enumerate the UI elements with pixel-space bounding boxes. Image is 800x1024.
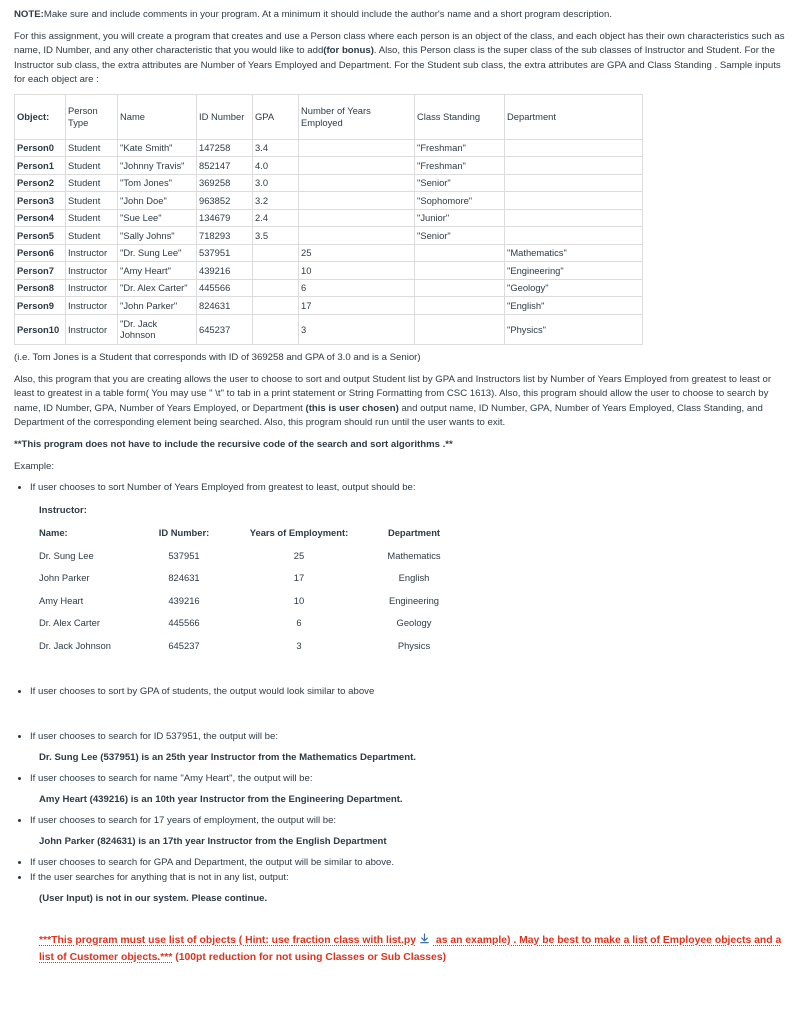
table-header-cell: Object: [15, 94, 66, 139]
instructor-cell: 17 [293, 572, 305, 584]
instructor-cell: Dr. Alex Carter [39, 617, 100, 629]
table-cell: 6 [299, 279, 415, 297]
table-cell: "Physics" [505, 314, 643, 344]
instructor-header-cell: Name: [39, 527, 68, 539]
table-cell [253, 297, 299, 315]
table-cell: Person10 [15, 314, 66, 344]
table-row [15, 297, 643, 315]
intro-text-2: . Also, this Person class is the super class of the sub classes of Instructor and Student. For the Instructor sub class, the extra attributes are Number of Years Employed and Department. For the Student sub class, the extra attributes are GPA and Class Standing . Sample inputs for each object are : [14, 45, 781, 86]
table-cell: "Freshman" [415, 157, 505, 175]
instructor-cell: 439216 [168, 594, 200, 606]
instructor-cell: 25 [293, 549, 305, 561]
instructor-header-cell: ID Number: [158, 527, 210, 539]
table-cell: Instructor [66, 279, 118, 297]
table-cell: Student [66, 209, 118, 227]
table-row [15, 192, 643, 210]
table-cell [299, 157, 415, 175]
search-bullet-list-3 [14, 814, 786, 829]
table-cell: "Kate Smith" [118, 139, 197, 157]
final-requirement [39, 932, 786, 966]
table-cell: Instructor [66, 297, 118, 315]
note-paragraph [14, 8, 786, 23]
search-output-years: John Parker (824631) is an 17th year Instructor from the English Department [39, 835, 387, 847]
table-cell: 718293 [197, 227, 253, 245]
table-cell: "Mathematics" [505, 244, 643, 262]
table-cell [253, 279, 299, 297]
instructor-header-cell: Years of Employment: [249, 527, 349, 539]
table-cell: 3.5 [253, 227, 299, 245]
table-cell: 3.2 [253, 192, 299, 210]
table-cell [253, 244, 299, 262]
table-cell [415, 279, 505, 297]
table-row [15, 174, 643, 192]
note-label: NOTE: [14, 9, 44, 20]
instructor-cell: John Parker [39, 572, 90, 584]
table-cell [505, 192, 643, 210]
table-cell [415, 244, 505, 262]
table-cell [505, 227, 643, 245]
table-row [15, 314, 643, 344]
table-cell: "Geology" [505, 279, 643, 297]
table-cell: "Dr. Alex Carter" [118, 279, 197, 297]
instructor-output-title: Instructor: [39, 504, 87, 516]
table-cell: "Sue Lee" [118, 209, 197, 227]
note-text: Make sure and include comments in your program. At a minimum it should include the author's name and a short program description. [43, 9, 613, 20]
bullet-not-in-list: • If the user searches for anything that is not in any list, output: [30, 871, 786, 886]
table-cell: "Dr. Jack Johnson [118, 314, 197, 344]
table-header-cell: GPA [253, 94, 299, 139]
search-output-name: Amy Heart (439216) is an 10th year Instructor from the Engineering Department. [39, 793, 403, 805]
table-cell: Person6 [15, 244, 66, 262]
instructor-output-table [39, 526, 454, 661]
search-output-id: Dr. Sung Lee (537951) is an 25th year Instructor from the Mathematics Department. [39, 751, 416, 763]
misc-bullet-list [14, 856, 786, 885]
bullet-search-years: • If user chooses to search for 17 years of employment, the output will be: [30, 814, 786, 829]
final-text-2: as an example) . May be best to make a list of Employee objects and a list of Customer objects.*** [39, 935, 782, 964]
table-cell: Student [66, 227, 118, 245]
table-cell: 2.4 [253, 209, 299, 227]
instructor-row [39, 639, 454, 662]
final-text-3: (100pt reduction for not using Classes or Sub Classes) [172, 952, 447, 964]
gpa-bullet-list [14, 685, 786, 700]
table-cell: Person2 [15, 174, 66, 192]
instructor-row [39, 571, 454, 594]
table-cell: "John Parker" [118, 297, 197, 315]
final-text-1: ***This program must use list of objects ( Hint: use [39, 935, 293, 947]
table-cell: 10 [299, 262, 415, 280]
table-cell [505, 209, 643, 227]
table-header-cell: Person Type [66, 94, 118, 139]
table-cell [415, 297, 505, 315]
table-cell [505, 139, 643, 157]
bullet-gpa-department: • If user chooses to search for GPA and Department, the output will be similar to above. [30, 856, 786, 871]
table-cell: Instructor [66, 314, 118, 344]
table-cell: Person5 [15, 227, 66, 245]
table-cell: 3.0 [253, 174, 299, 192]
table-row [15, 244, 643, 262]
instructor-cell: Engineering [388, 594, 440, 606]
instructor-cell: Mathematics [387, 549, 441, 561]
bullet-search-id: • If user chooses to search for ID 537951, the output will be: [30, 730, 786, 745]
not-in-system-output: (User Input) is not in our system. Please continue. [39, 892, 268, 904]
table-cell: 3 [299, 314, 415, 344]
bullet-sort-gpa: • If user chooses to sort by GPA of students, the output would look similar to above [30, 685, 786, 700]
bullet-sort-years: • If user chooses to sort Number of Years Employed from greatest to least, output should be: [30, 481, 786, 496]
table-cell: Person1 [15, 157, 66, 175]
instructor-row [39, 594, 454, 617]
requirements-text-1: Also, this program that you are creating allows the user to choose to sort and output Student list by GPA and Instructors list by Number of Years Employed from greatest to least or least to greatest in a table form( You may use " \t" to tab in a print statement or String Formatting from CSC 1613). Also, this program should allow the user to choose to search by name, ID Number, GPA, Number of Years Employed, or Department [14, 373, 772, 414]
instructor-header-cell: Department [387, 527, 441, 539]
table-cell [299, 174, 415, 192]
table-header-cell: Class Standing [415, 94, 505, 139]
bonus-text: (for bonus) [323, 45, 374, 57]
instructor-cell: 3 [296, 639, 302, 651]
user-chosen-text: (this is user chosen) [305, 402, 399, 414]
intro-text-1: For this assignment, you will create a program that creates and use a Person class where each person is an object of the class, and each object has their own characteristics such as name, ID Number, and any other characteristic that you would like to add [14, 30, 785, 57]
table-cell [299, 209, 415, 227]
table-cell: "Amy Heart" [118, 262, 197, 280]
instructor-cell: 645237 [168, 639, 200, 651]
instructor-header-row [39, 526, 454, 549]
table-cell: Student [66, 157, 118, 175]
table-cell: "Johnny Travis" [118, 157, 197, 175]
table-cell: 25 [299, 244, 415, 262]
table-cell: "John Doe" [118, 192, 197, 210]
table-cell [299, 139, 415, 157]
instructor-cell: Dr. Jack Johnson [39, 639, 111, 651]
requirements-text-2: and output name, ID Number, GPA, Number of Years Employed, Class Standing, and Department of the corresponding element being searched. Also, this program should run until the user wants to exit. [14, 402, 763, 429]
table-cell: 445566 [197, 279, 253, 297]
table-cell [415, 262, 505, 280]
table-cell: Person4 [15, 209, 66, 227]
instructor-cell: 6 [296, 617, 302, 629]
instructor-row [39, 549, 454, 572]
download-icon[interactable] [419, 933, 430, 944]
table-row [15, 227, 643, 245]
table-cell [299, 227, 415, 245]
table-row [15, 139, 643, 157]
table-cell: 147258 [197, 139, 253, 157]
table-cell: "Dr. Sung Lee" [118, 244, 197, 262]
table-cell: 134679 [197, 209, 253, 227]
table-row [15, 262, 643, 280]
fraction-class-link[interactable]: fraction class with list.py [292, 935, 417, 947]
table-header-cell: ID Number [197, 94, 253, 139]
search-bullet-list [14, 730, 786, 745]
instructor-cell: Amy Heart [39, 594, 84, 606]
table-cell: "Freshman" [415, 139, 505, 157]
table-cell: "Engineering" [505, 262, 643, 280]
instructor-cell: 10 [293, 594, 305, 606]
instructor-cell: 824631 [168, 572, 200, 584]
table-cell: 824631 [197, 297, 253, 315]
table-cell: Person8 [15, 279, 66, 297]
table-cell: "Senior" [415, 174, 505, 192]
intro-paragraph [14, 30, 786, 88]
sort-bullet-list [14, 481, 786, 496]
instructor-row [39, 616, 454, 639]
table-header-row [15, 94, 643, 139]
table-cell: 3.4 [253, 139, 299, 157]
instructor-cell: 537951 [168, 549, 200, 561]
table-cell [299, 192, 415, 210]
table-cell: Instructor [66, 244, 118, 262]
table-cell: 4.0 [253, 157, 299, 175]
table-header-cell: Number of Years Employed [299, 94, 415, 139]
table-cell: 645237 [197, 314, 253, 344]
table-cell: "Senior" [415, 227, 505, 245]
instructor-cell: 445566 [168, 617, 200, 629]
table-cell: Person9 [15, 297, 66, 315]
instructor-output-block [39, 504, 786, 662]
requirements-paragraph [14, 373, 786, 431]
table-cell: Person0 [15, 139, 66, 157]
table-cell [253, 314, 299, 344]
table-cell: Student [66, 139, 118, 157]
table-cell: Student [66, 174, 118, 192]
table-cell: 369258 [197, 174, 253, 192]
bullet-search-name: • If user chooses to search for name "Amy Heart", the output will be: [30, 772, 786, 787]
table-cell: "Sally Johns" [118, 227, 197, 245]
instructor-cell: Dr. Sung Lee [39, 549, 94, 561]
table-row [15, 279, 643, 297]
table-cell: "Tom Jones" [118, 174, 197, 192]
table-cell [505, 174, 643, 192]
table-cell: 852147 [197, 157, 253, 175]
example-explanation: (i.e. Tom Jones is a Student that corresponds with ID of 369258 and GPA of 3.0 and is a Senior) [14, 351, 421, 363]
table-cell: "Sophomore" [415, 192, 505, 210]
table-cell: Person7 [15, 262, 66, 280]
table-cell: Person3 [15, 192, 66, 210]
table-header-cell: Name [118, 94, 197, 139]
table-cell: 439216 [197, 262, 253, 280]
table-header-cell: Department [505, 94, 643, 139]
table-cell: Student [66, 192, 118, 210]
instructor-cell: Physics [397, 639, 431, 651]
table-cell: Instructor [66, 262, 118, 280]
search-bullet-list-2 [14, 772, 786, 787]
example-label: Example: [14, 460, 54, 472]
table-cell: "Junior" [415, 209, 505, 227]
nonrecursive-note: **This program does not have to include the recursive code of the search and sort algorithms .** [14, 438, 453, 450]
table-cell [253, 262, 299, 280]
table-cell: 537951 [197, 244, 253, 262]
table-cell: "English" [505, 297, 643, 315]
table-cell [415, 314, 505, 344]
sample-inputs-table [14, 94, 643, 345]
instructor-cell: Geology [396, 617, 432, 629]
instructor-cell: English [398, 572, 430, 584]
table-row [15, 209, 643, 227]
table-row [15, 157, 643, 175]
table-cell: 17 [299, 297, 415, 315]
table-cell: 963852 [197, 192, 253, 210]
assignment-page [14, 8, 786, 966]
table-cell [505, 157, 643, 175]
